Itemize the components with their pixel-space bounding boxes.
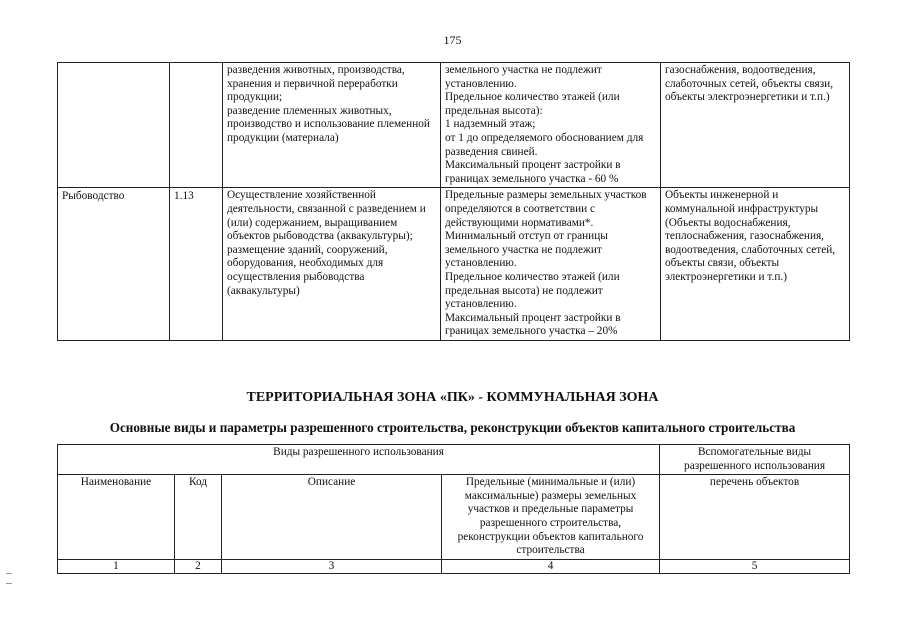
group-header-row: [58, 445, 850, 475]
page-number: 175: [443, 33, 462, 47]
column-header-aux-list: перечень объектов: [660, 475, 850, 560]
column-header-name: Наименование: [58, 475, 175, 560]
parameter-line: земельного участка не подлежит установлению.: [445, 64, 602, 90]
section-title: Основные виды и параметры разрешенного строительства, реконструкции объектов капитального строительства: [109, 420, 796, 435]
column-header-description: Описание: [222, 475, 442, 560]
use-description-cell: Осуществление хозяйственной деятельности, связанной с разведением и (или) содержанием, выращиванием объектов рыбоводства (аквакультуры); размещение зданий, сооружений, оборудования, необходимых для осуществления рыбоводства (аквакультуры): [223, 188, 441, 341]
use-name-cell: Рыбоводство: [58, 188, 170, 341]
column-number: 3: [222, 559, 442, 574]
parameter-line: Максимальный процент застройки в границах земельного участка – 20%: [445, 311, 621, 338]
use-code-cell: [170, 63, 223, 188]
column-number: 4: [442, 559, 660, 574]
scan-margin-mark: [6, 573, 12, 584]
parameter-line: 1 надземный этаж;: [445, 118, 536, 131]
parameter-line: Максимальный процент застройки в границах земельного участка - 60 %: [445, 159, 621, 185]
parameter-line: от 1 до определяемого обоснованием для разведения свиней.: [445, 131, 644, 158]
parameter-line: Предельное количество этажей (или предельная высота) не подлежит установлению.: [445, 270, 620, 311]
use-parameters-cell: [441, 188, 661, 341]
column-number: 5: [660, 559, 850, 574]
parameter-line: Предельное количество этажей (или предельная высота):: [445, 91, 620, 117]
column-header-row: [58, 475, 850, 560]
use-description-cell: разведения животных, производства, хранения и первичной переработки продукции; разведение племенных животных, производство и использование племенной продукции (материала): [223, 63, 441, 188]
auxiliary-uses-cell: газоснабжения, водоотведения, слаботочных сетей, объекты связи, объекты электроэнергетики и т.п.): [661, 63, 850, 188]
permitted-use-table-header: [57, 444, 850, 574]
group-header-aux: Вспомогательные виды разрешенного использования: [660, 445, 850, 475]
zone-title: ТЕРРИТОРИАЛЬНАЯ ЗОНА «ПК» - КОММУНАЛЬНАЯ ЗОНА: [246, 390, 659, 405]
column-number: 1: [58, 559, 175, 574]
column-header-code: Код: [175, 475, 222, 560]
permitted-use-table-continued: [57, 62, 850, 341]
parameter-line: Предельные размеры земельных участков определяются в соответствии с действующими нормативами*.: [445, 189, 647, 229]
group-header-main: Виды разрешенного использования: [58, 445, 660, 475]
table-row: [58, 188, 850, 341]
use-code-cell: 1.13: [170, 188, 223, 341]
auxiliary-uses-cell: Объекты инженерной и коммунальной инфраструктуры (Объекты водоснабжения, теплоснабжения, газоснабжения, водоотведения, слаботочных сетей, объекты связи, объекты электроэнергетики и т.п.): [661, 188, 850, 341]
table-row: [58, 63, 850, 188]
column-number: 2: [175, 559, 222, 574]
column-header-parameters: Предельные (минимальные и (или) максимальные) размеры земельных участков и предельные параметры разрешенного строительства, реконструкции объектов капитального строительства: [442, 475, 660, 560]
parameter-line: Минимальный отступ от границы земельного участка не подлежит установлению.: [445, 230, 608, 270]
column-number-row: [58, 559, 850, 574]
use-parameters-cell: [441, 63, 661, 188]
use-name-cell: [58, 63, 170, 188]
